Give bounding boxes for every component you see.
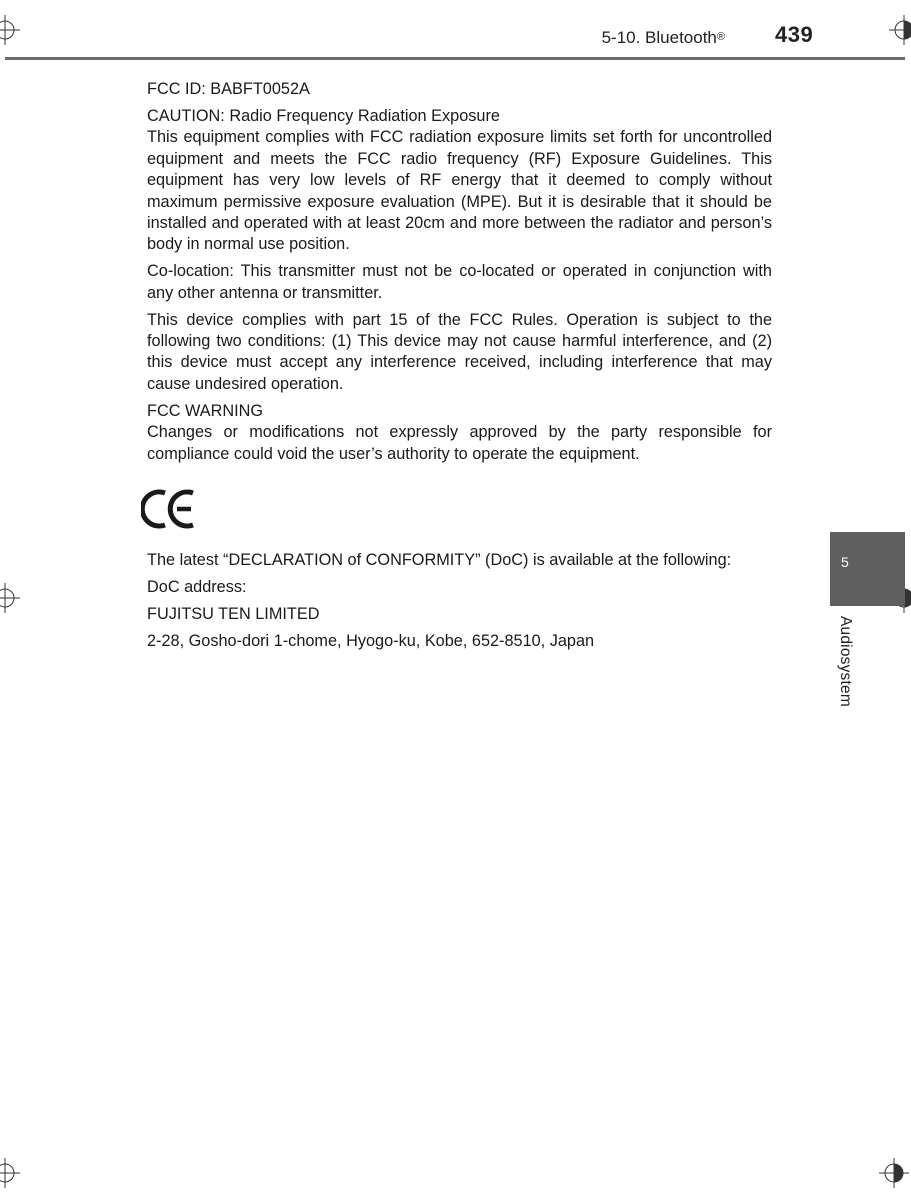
registered-mark: ® — [716, 31, 725, 43]
doc-address-label: DoC address: — [147, 577, 247, 596]
registration-mark-mid-left — [0, 583, 20, 613]
ce-mark-icon — [141, 487, 201, 531]
section-title-text: 5-10. Bluetooth — [601, 28, 717, 47]
page-number: 439 — [775, 22, 814, 47]
registration-mark-top-left — [0, 15, 20, 45]
fcc-warning-heading: FCC WARNING — [147, 401, 264, 420]
registration-mark-bottom-left — [0, 1158, 20, 1188]
header-divider — [5, 57, 905, 60]
doc-section — [147, 550, 772, 658]
company-name: FUJITSU TEN LIMITED — [147, 604, 320, 623]
caution-heading: CAUTION: Radio Frequency Radiation Exposure — [147, 106, 500, 125]
declaration-paragraph: The latest “DECLARATION of CONFORMITY” (DoC) is available at the following: — [147, 551, 732, 569]
fcc-warning-paragraph: Changes or modifications not expressly approved by the party responsible for compliance could void the user’s authority to operate the equipment. — [147, 423, 772, 463]
part15-paragraph: This device complies with part 15 of the FCC Rules. Operation is subject to the following two conditions: (1) This device may not cause harmful interference, and (2) this device must accept any interference received, including interference that may cause undesired operation. — [147, 310, 772, 393]
fcc-id: FCC ID: BABFT0052A — [147, 80, 310, 98]
chapter-label: Audiosystem — [837, 616, 854, 707]
chapter-number: 5 — [841, 554, 849, 570]
section-title — [540, 28, 725, 48]
registration-mark-top-right — [889, 15, 911, 45]
colocation-paragraph: Co-location: This transmitter must not be co-located or operated in conjunction with any other antenna or transmitter. — [147, 262, 772, 302]
registration-mark-bottom-right — [879, 1158, 909, 1188]
caution-paragraph: This equipment complies with FCC radiation exposure limits set forth for uncontrolled equipment and meets the FCC radio frequency (RF) Exposure Guidelines. This equipment has very low levels of RF energy that it deemed to comply without maximum permissive exposure evaluation (MPE). But it is desirable that it should be installed and operated with at least 20cm and more between the radiator and person’s body in normal use position. — [147, 128, 772, 254]
company-address: 2-28, Gosho-dori 1-chome, Hyogo-ku, Kobe, 652-8510, Japan — [147, 631, 595, 650]
fcc-section — [147, 79, 772, 470]
